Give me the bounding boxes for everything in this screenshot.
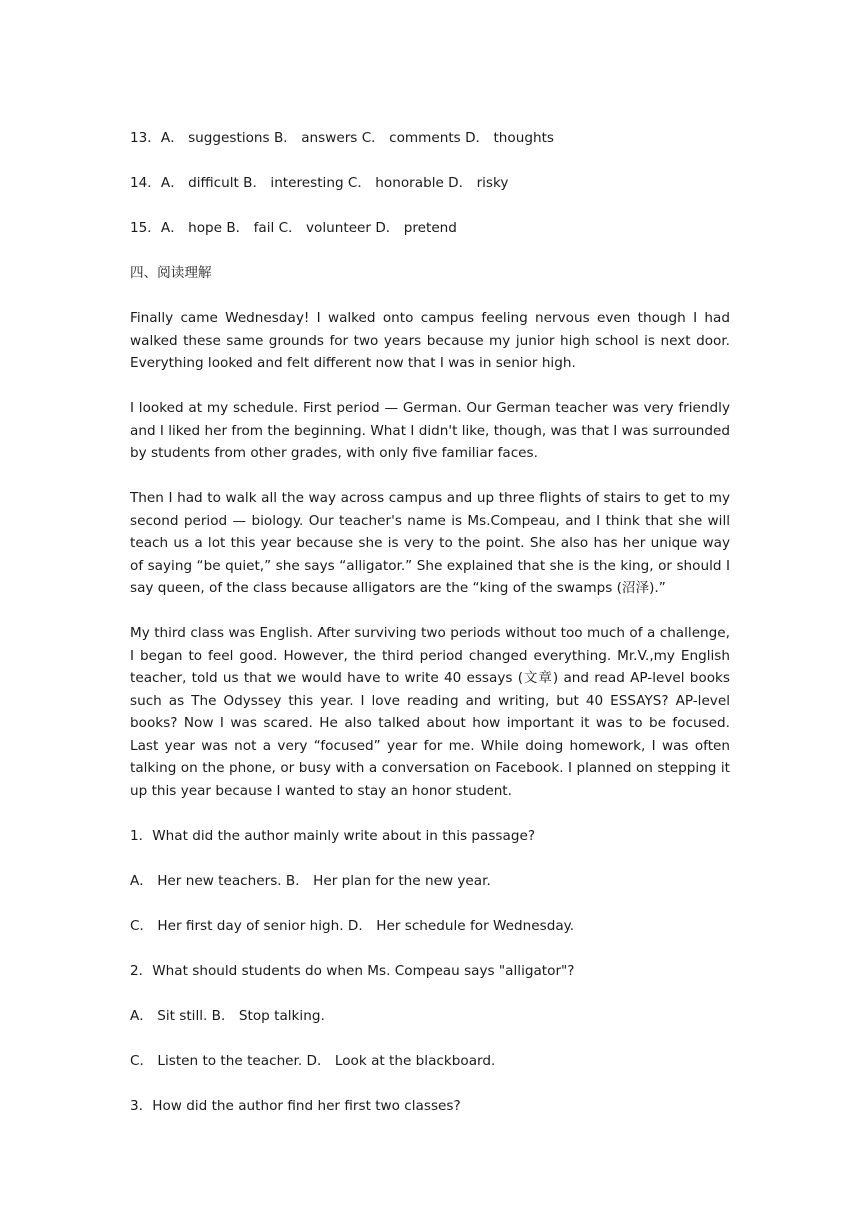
passage-paragraph: Then I had to walk all the way across campus and up three flights of stairs to get to my second period — biology. Our teacher's name is Ms.Compeau, and I think that she will teach us a lot this year because she is very to the point. She also has her unique way of saying “be quiet,” she says “alligator.” She explained that she is the king, or should I say queen, of the class because alligators are the “king of the swamps (沼泽).” (130, 490, 730, 596)
question-option: A． Her new teachers. B． Her plan for the new year. (130, 872, 491, 889)
cloze-option-line: 13．A． suggestions B． answers C． comments D． thoughts (130, 130, 555, 146)
document-page (130, 127, 730, 1140)
question-stem: 2．What should students do when Ms. Compeau says "alligator"? (130, 962, 575, 979)
cloze-option-line: 14．A． difficult B． interesting C． honorable D． risky (130, 175, 509, 191)
passage-paragraph: My third class was English. After surviving two periods without too much of a challenge, I began to feel good. However, the third period changed everything. Mr.V.,my English teacher, told us that we would have to write 40 essays (文章) and read AP-level books such as The Odyssey this year. I love reading and writing, but 40 ESSAYS? AP-level books? Now I was scared. He also talked about how important it was to be focused. Last year was not a very “focused” year for me. While doing homework, I was often talking on the phone, or busy with a conversation on Facebook. I planned on stepping it up this year because I wanted to stay an honor student. (130, 625, 730, 799)
question-option: A． Sit still. B． Stop talking. (130, 1007, 325, 1024)
question-option: C． Her first day of senior high. D． Her schedule for Wednesday. (130, 917, 575, 934)
question-stem: 1．What did the author mainly write about in this passage? (130, 827, 536, 844)
section-heading: 四、阅读理解 (130, 265, 212, 281)
cloze-option-line: 15．A． hope B． fail C． volunteer D． pretend (130, 220, 457, 236)
question-option: C． Listen to the teacher. D． Look at the blackboard. (130, 1052, 496, 1069)
passage-paragraph: I looked at my schedule. First period — German. Our German teacher was very friendly and I liked her from the beginning. What I didn't like, though, was that I was surrounded by students from other grades, with only five familiar faces. (130, 400, 730, 461)
question-stem: 3．How did the author find her first two classes? (130, 1097, 461, 1114)
passage-paragraph: Finally came Wednesday! I walked onto campus feeling nervous even though I had walked these same grounds for two years because my junior high school is next door. Everything looked and felt different now that I was in senior high. (130, 310, 730, 371)
